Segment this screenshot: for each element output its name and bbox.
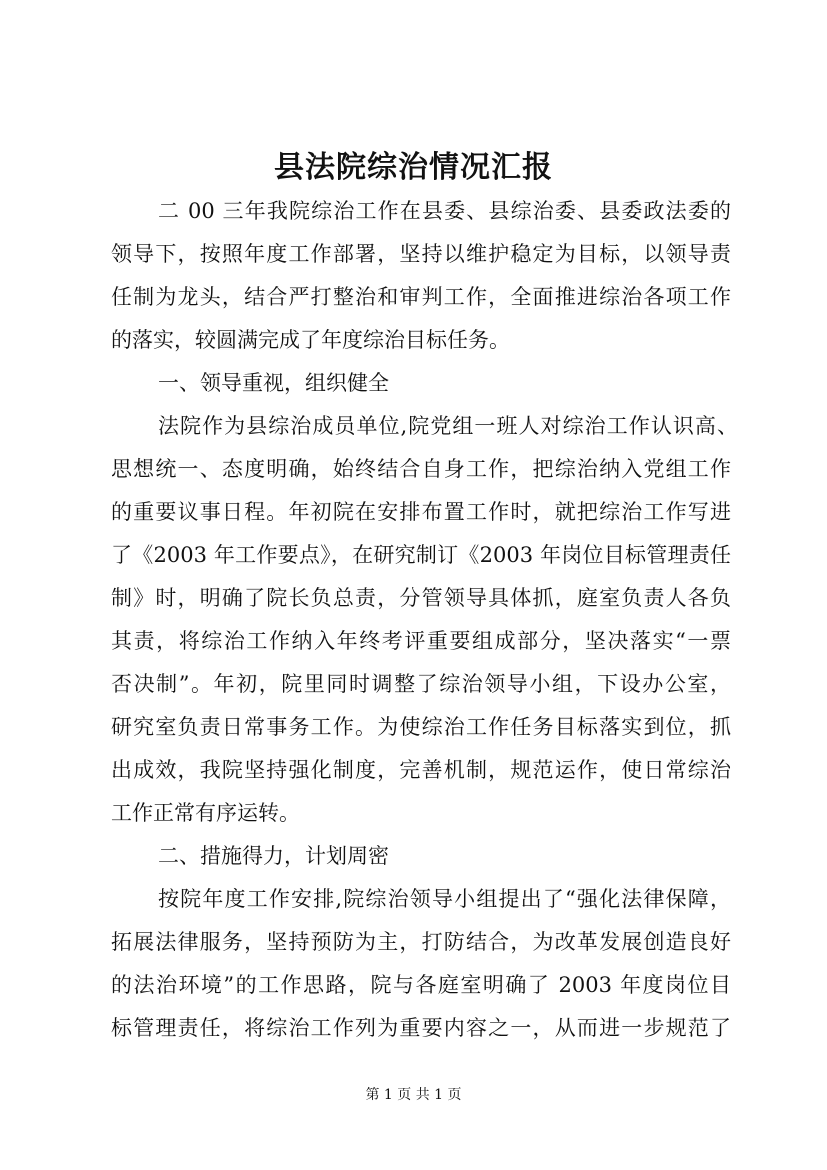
body-line: 的重要议事日程。年初院在安排布置工作时，就把综治工作写进 — [111, 500, 731, 524]
body-line: 的落实，较圆满完成了年度综治目标任务。 — [111, 328, 510, 352]
body-line: 标管理责任，将综治工作列为重要内容之一，从而进一步规范了 — [111, 1016, 731, 1040]
body-line: 法院作为县综治成员单位,院党组一班人对综治工作认识高、 — [158, 414, 738, 438]
document-title: 县法院综治情况汇报 — [274, 150, 553, 185]
section-heading: 二、措施得力，计划周密 — [158, 844, 389, 868]
body-line: 领导下，按照年度工作部署，坚持以维护稳定为目标，以领导责 — [111, 242, 731, 266]
body-line: 了《2003 年工作要点》，在研究制订《2003 年岗位目标管理责任 — [111, 543, 731, 567]
body-line: 任制为龙头，结合严打整治和审判工作，全面推进综治各项工作 — [111, 285, 731, 309]
body-line: 按院年度工作安排,院综治领导小组提出了“强化法律保障， — [158, 887, 731, 911]
body-line: 工作正常有序运转。 — [111, 801, 300, 825]
body-line: 制》时，明确了院长负总责，分管领导具体抓，庭室负责人各负 — [111, 586, 731, 610]
body-line: 思想统一、态度明确，始终结合自身工作，把综治纳入党组工作 — [111, 457, 731, 481]
body-line: 出成效，我院坚持强化制度，完善机制，规范运作，使日常综治 — [111, 758, 731, 782]
body-line: 否决制”。年初，院里同时调整了综治领导小组，下设办公室， — [111, 672, 731, 696]
body-line: 拓展法律服务，坚持预防为主，打防结合，为改革发展创造良好 — [111, 930, 731, 954]
body-line: 的法治环境”的工作思路，院与各庭室明确了 2003 年度岗位目 — [111, 973, 731, 997]
section-heading: 一、领导重视，组织健全 — [158, 371, 389, 395]
page-number: 第 1 页 共 1 页 — [365, 1087, 462, 1103]
body-line: 研究室负责日常事务工作。为使综治工作任务目标落实到位，抓 — [111, 715, 731, 739]
body-line: 其责，将综治工作纳入年终考评重要组成部分，坚决落实“一票 — [111, 629, 731, 653]
body-line: 二 00 三年我院综治工作在县委、县综治委、县委政法委的 — [158, 199, 731, 223]
